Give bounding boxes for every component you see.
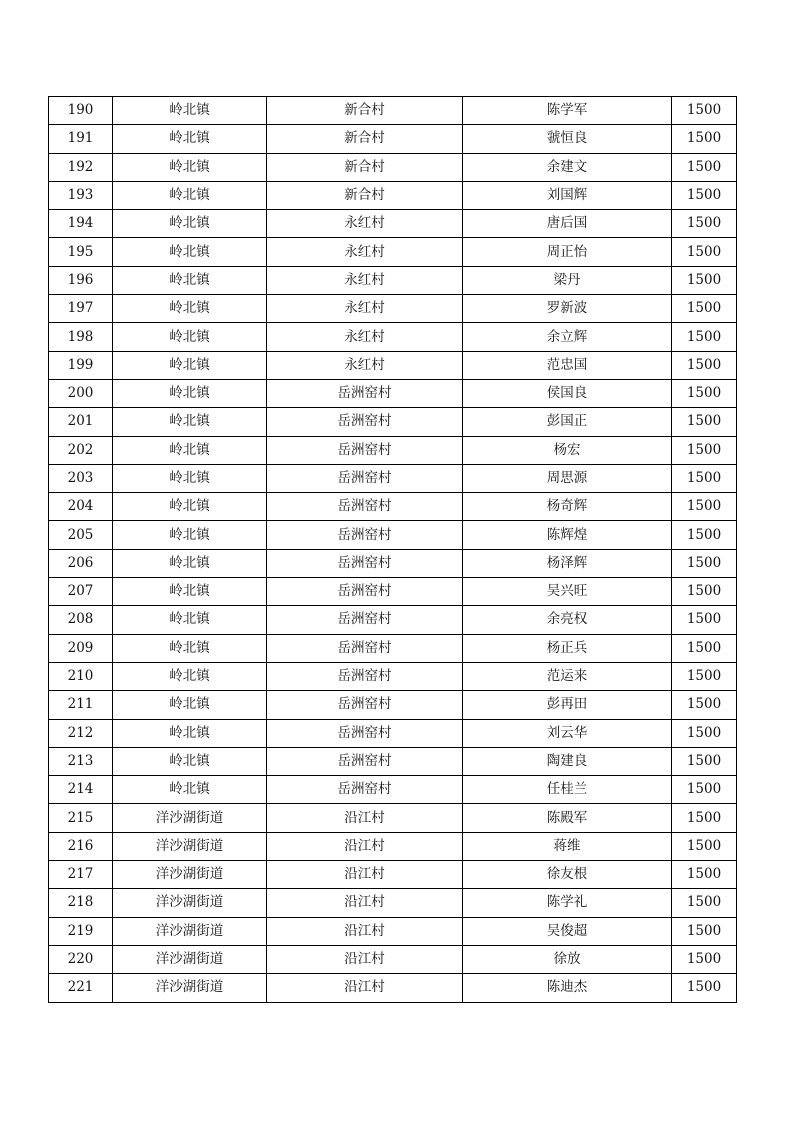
town-cell: 岭北镇 [113, 493, 267, 521]
row-number-cell: 217 [49, 861, 113, 889]
person-name-cell: 徐友根 [463, 861, 672, 889]
amount-cell: 1500 [672, 917, 737, 945]
amount-cell: 1500 [672, 125, 737, 153]
town-cell: 岭北镇 [113, 776, 267, 804]
person-name-cell: 杨正兵 [463, 634, 672, 662]
table-row [49, 408, 737, 436]
person-name-cell: 刘云华 [463, 719, 672, 747]
row-number-cell: 199 [49, 351, 113, 379]
amount-cell: 1500 [672, 804, 737, 832]
town-cell: 洋沙湖街道 [113, 974, 267, 1002]
table-row [49, 210, 737, 238]
village-cell: 新合村 [267, 153, 463, 181]
row-number-cell: 195 [49, 238, 113, 266]
town-cell: 岭北镇 [113, 379, 267, 407]
table-row [49, 153, 737, 181]
person-name-cell: 余亮权 [463, 606, 672, 634]
village-cell: 岳洲窑村 [267, 691, 463, 719]
table-row [49, 719, 737, 747]
village-cell: 新合村 [267, 97, 463, 125]
village-cell: 新合村 [267, 181, 463, 209]
person-name-cell: 周思源 [463, 464, 672, 492]
village-cell: 沿江村 [267, 889, 463, 917]
amount-cell: 1500 [672, 351, 737, 379]
village-cell: 岳洲窑村 [267, 436, 463, 464]
amount-cell: 1500 [672, 861, 737, 889]
town-cell: 岭北镇 [113, 323, 267, 351]
village-cell: 永红村 [267, 238, 463, 266]
person-name-cell: 范忠国 [463, 351, 672, 379]
amount-cell: 1500 [672, 266, 737, 294]
person-name-cell: 吴兴旺 [463, 578, 672, 606]
village-cell: 岳洲窑村 [267, 719, 463, 747]
town-cell: 洋沙湖街道 [113, 889, 267, 917]
amount-cell: 1500 [672, 464, 737, 492]
amount-cell: 1500 [672, 719, 737, 747]
row-number-cell: 215 [49, 804, 113, 832]
town-cell: 岭北镇 [113, 210, 267, 238]
town-cell: 洋沙湖街道 [113, 804, 267, 832]
person-name-cell: 陈迪杰 [463, 974, 672, 1002]
town-cell: 岭北镇 [113, 125, 267, 153]
row-number-cell: 220 [49, 945, 113, 973]
table-row [49, 295, 737, 323]
row-number-cell: 216 [49, 832, 113, 860]
village-cell: 沿江村 [267, 832, 463, 860]
town-cell: 洋沙湖街道 [113, 945, 267, 973]
town-cell: 岭北镇 [113, 97, 267, 125]
row-number-cell: 193 [49, 181, 113, 209]
amount-cell: 1500 [672, 379, 737, 407]
person-name-cell: 唐后国 [463, 210, 672, 238]
amount-cell: 1500 [672, 691, 737, 719]
row-number-cell: 204 [49, 493, 113, 521]
row-number-cell: 194 [49, 210, 113, 238]
person-name-cell: 杨宏 [463, 436, 672, 464]
village-cell: 岳洲窑村 [267, 776, 463, 804]
table-row [49, 662, 737, 690]
amount-cell: 1500 [672, 153, 737, 181]
village-cell: 岳洲窑村 [267, 662, 463, 690]
table-row [49, 266, 737, 294]
table-row [49, 747, 737, 775]
row-number-cell: 211 [49, 691, 113, 719]
table-row [49, 917, 737, 945]
table-row [49, 323, 737, 351]
town-cell: 岭北镇 [113, 578, 267, 606]
village-cell: 岳洲窑村 [267, 493, 463, 521]
village-cell: 永红村 [267, 323, 463, 351]
row-number-cell: 221 [49, 974, 113, 1002]
person-name-cell: 范运来 [463, 662, 672, 690]
town-cell: 岭北镇 [113, 719, 267, 747]
town-cell: 洋沙湖街道 [113, 861, 267, 889]
row-number-cell: 201 [49, 408, 113, 436]
town-cell: 岭北镇 [113, 464, 267, 492]
row-number-cell: 202 [49, 436, 113, 464]
person-name-cell: 彭国正 [463, 408, 672, 436]
village-cell: 永红村 [267, 210, 463, 238]
person-name-cell: 陈辉煌 [463, 521, 672, 549]
table-row [49, 776, 737, 804]
village-cell: 沿江村 [267, 917, 463, 945]
village-cell: 沿江村 [267, 861, 463, 889]
village-cell: 岳洲窑村 [267, 408, 463, 436]
table-row [49, 97, 737, 125]
table-row [49, 521, 737, 549]
person-name-cell: 杨奇辉 [463, 493, 672, 521]
person-name-cell: 彭再田 [463, 691, 672, 719]
amount-cell: 1500 [672, 974, 737, 1002]
village-cell: 沿江村 [267, 974, 463, 1002]
table-row [49, 804, 737, 832]
table-row [49, 974, 737, 1002]
person-name-cell: 周正怡 [463, 238, 672, 266]
village-cell: 新合村 [267, 125, 463, 153]
person-name-cell: 吴俊超 [463, 917, 672, 945]
roster-table [48, 96, 737, 1003]
amount-cell: 1500 [672, 521, 737, 549]
table-row [49, 125, 737, 153]
village-cell: 岳洲窑村 [267, 549, 463, 577]
village-cell: 岳洲窑村 [267, 634, 463, 662]
person-name-cell: 侯国良 [463, 379, 672, 407]
amount-cell: 1500 [672, 578, 737, 606]
row-number-cell: 207 [49, 578, 113, 606]
row-number-cell: 203 [49, 464, 113, 492]
person-name-cell: 徐放 [463, 945, 672, 973]
table-row [49, 578, 737, 606]
table-row [49, 379, 737, 407]
person-name-cell: 虢恒良 [463, 125, 672, 153]
person-name-cell: 梁丹 [463, 266, 672, 294]
village-cell: 岳洲窑村 [267, 464, 463, 492]
town-cell: 岭北镇 [113, 153, 267, 181]
person-name-cell: 罗新波 [463, 295, 672, 323]
row-number-cell: 197 [49, 295, 113, 323]
row-number-cell: 212 [49, 719, 113, 747]
town-cell: 洋沙湖街道 [113, 917, 267, 945]
row-number-cell: 191 [49, 125, 113, 153]
amount-cell: 1500 [672, 323, 737, 351]
village-cell: 沿江村 [267, 945, 463, 973]
row-number-cell: 206 [49, 549, 113, 577]
village-cell: 永红村 [267, 266, 463, 294]
table-row [49, 493, 737, 521]
row-number-cell: 196 [49, 266, 113, 294]
row-number-cell: 213 [49, 747, 113, 775]
amount-cell: 1500 [672, 634, 737, 662]
table-row [49, 945, 737, 973]
village-cell: 岳洲窑村 [267, 521, 463, 549]
town-cell: 岭北镇 [113, 351, 267, 379]
amount-cell: 1500 [672, 549, 737, 577]
table-row [49, 832, 737, 860]
town-cell: 岭北镇 [113, 181, 267, 209]
row-number-cell: 205 [49, 521, 113, 549]
town-cell: 岭北镇 [113, 266, 267, 294]
table-row [49, 436, 737, 464]
row-number-cell: 192 [49, 153, 113, 181]
table-row [49, 606, 737, 634]
town-cell: 岭北镇 [113, 549, 267, 577]
table-row [49, 889, 737, 917]
village-cell: 永红村 [267, 295, 463, 323]
village-cell: 岳洲窑村 [267, 578, 463, 606]
amount-cell: 1500 [672, 776, 737, 804]
person-name-cell: 刘国辉 [463, 181, 672, 209]
person-name-cell: 陈殿军 [463, 804, 672, 832]
amount-cell: 1500 [672, 210, 737, 238]
town-cell: 岭北镇 [113, 521, 267, 549]
person-name-cell: 余建文 [463, 153, 672, 181]
person-name-cell: 陈学礼 [463, 889, 672, 917]
row-number-cell: 209 [49, 634, 113, 662]
amount-cell: 1500 [672, 889, 737, 917]
person-name-cell: 蒋维 [463, 832, 672, 860]
town-cell: 岭北镇 [113, 634, 267, 662]
village-cell: 岳洲窑村 [267, 747, 463, 775]
row-number-cell: 214 [49, 776, 113, 804]
amount-cell: 1500 [672, 436, 737, 464]
village-cell: 岳洲窑村 [267, 606, 463, 634]
table-row [49, 464, 737, 492]
town-cell: 岭北镇 [113, 436, 267, 464]
row-number-cell: 200 [49, 379, 113, 407]
amount-cell: 1500 [672, 832, 737, 860]
town-cell: 洋沙湖街道 [113, 832, 267, 860]
amount-cell: 1500 [672, 408, 737, 436]
person-name-cell: 余立辉 [463, 323, 672, 351]
row-number-cell: 208 [49, 606, 113, 634]
amount-cell: 1500 [672, 493, 737, 521]
table-row [49, 691, 737, 719]
town-cell: 岭北镇 [113, 295, 267, 323]
table-row [49, 181, 737, 209]
village-cell: 永红村 [267, 351, 463, 379]
row-number-cell: 219 [49, 917, 113, 945]
amount-cell: 1500 [672, 295, 737, 323]
town-cell: 岭北镇 [113, 408, 267, 436]
row-number-cell: 210 [49, 662, 113, 690]
amount-cell: 1500 [672, 97, 737, 125]
table-row [49, 549, 737, 577]
row-number-cell: 198 [49, 323, 113, 351]
amount-cell: 1500 [672, 747, 737, 775]
table-row [49, 238, 737, 266]
person-name-cell: 陶建良 [463, 747, 672, 775]
person-name-cell: 陈学军 [463, 97, 672, 125]
town-cell: 岭北镇 [113, 662, 267, 690]
table-row [49, 351, 737, 379]
person-name-cell: 任桂兰 [463, 776, 672, 804]
table-row [49, 634, 737, 662]
amount-cell: 1500 [672, 606, 737, 634]
town-cell: 岭北镇 [113, 606, 267, 634]
person-name-cell: 杨泽辉 [463, 549, 672, 577]
town-cell: 岭北镇 [113, 747, 267, 775]
town-cell: 岭北镇 [113, 691, 267, 719]
roster-table-body [49, 97, 737, 1003]
village-cell: 沿江村 [267, 804, 463, 832]
amount-cell: 1500 [672, 181, 737, 209]
row-number-cell: 190 [49, 97, 113, 125]
amount-cell: 1500 [672, 238, 737, 266]
village-cell: 岳洲窑村 [267, 379, 463, 407]
amount-cell: 1500 [672, 945, 737, 973]
row-number-cell: 218 [49, 889, 113, 917]
town-cell: 岭北镇 [113, 238, 267, 266]
table-row [49, 861, 737, 889]
amount-cell: 1500 [672, 662, 737, 690]
